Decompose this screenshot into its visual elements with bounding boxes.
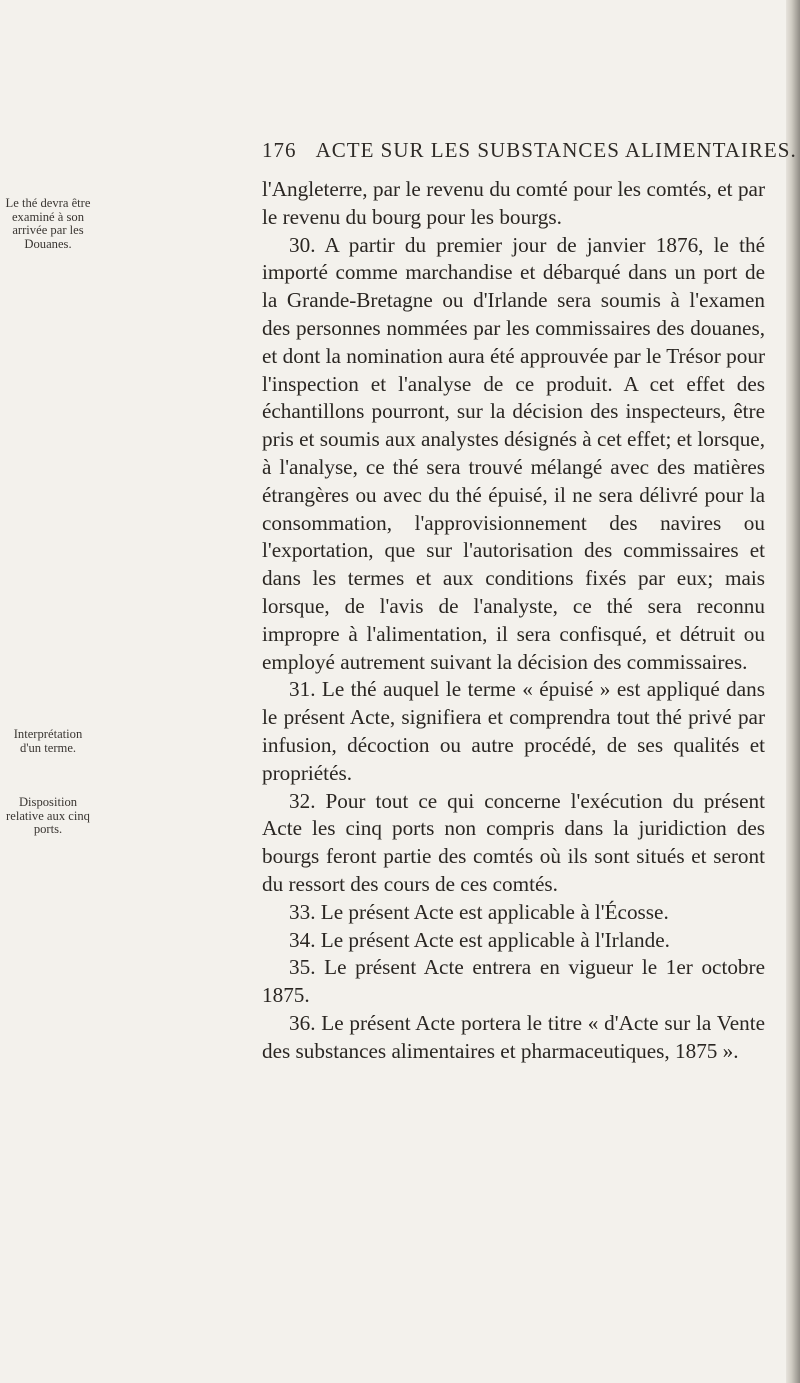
margin-note-tea-inspection: Le thé devra être examiné à son arrivée par les Douanes. [5,196,91,251]
article-31: 31. Le thé auquel le terme « épuisé » est appliqué dans le présent Acte, signifiera et comprendra tout thé privé par infusion, décoction ou autre procédé, de ses qualités et propriétés. [262,677,765,785]
article-34: 34. Le présent Acte est applicable à l'Irlande. [289,927,670,952]
page-number: 176 [262,138,297,162]
page-edge-shadow [786,0,800,1383]
margin-note-term-interpretation: Interprétation d'un terme. [13,727,83,755]
paragraph-continuation: l'Angleterre, par le revenu du comté pour les comtés, et par le revenu du bourg pour les bourgs. [262,177,765,229]
article-30: 30. A partir du premier jour de janvier 1876, le thé importé comme marchandise et débarqué dans un port de la Grande-Bretagne ou d'Irlande sera soumis à l'examen des personnes nommées par les commissaires des douanes, et dont la nomination aura été approuvée par le Trésor pour l'inspection et l'analyse de ce produit. A cet effet des échantillons pourront, sur la décision des inspecteurs, être pris et soumis aux analystes désignés à cet effet; et lorsque, à l'analyse, ce thé sera trouvé mélangé avec des matières étrangères ou avec du thé épuisé, il ne sera délivré pour la consommation, l'approvisionnement des navires ou l'exportation, que sur l'autorisation des commissaires et dans les termes et aux conditions fixés par eux; mais lorsque, de l'avis de l'analyste, ce thé sera reconnu impropre à l'alimentation, il sera confisqué, et détruit ou employé autrement suivant la décision des commissaires. [262,232,765,674]
margin-note-five-ports: Disposition relative aux cinq ports. [6,795,90,836]
article-35: 35. Le présent Acte entrera en vigueur le 1er octobre 1875. [262,955,765,1008]
body-text [262,176,765,1066]
article-33: 33. Le présent Acte est applicable à l'Écosse. [289,899,669,924]
article-32: 32. Pour tout ce qui concerne l'exécution du présent Acte les cinq ports non compris dans la juridiction des bourgs feront partie des comtés où ils sont situés et seront du ressort des cours de ces comtés. [262,788,765,896]
article-36: 36. Le présent Acte portera le titre « d'Acte sur la Vente des substances alimentaires et pharmaceutiques, 1875 ». [262,1010,765,1063]
running-head [262,138,797,163]
page-title: ACTE SUR LES SUBSTANCES ALIMENTAIRES. [315,138,797,162]
